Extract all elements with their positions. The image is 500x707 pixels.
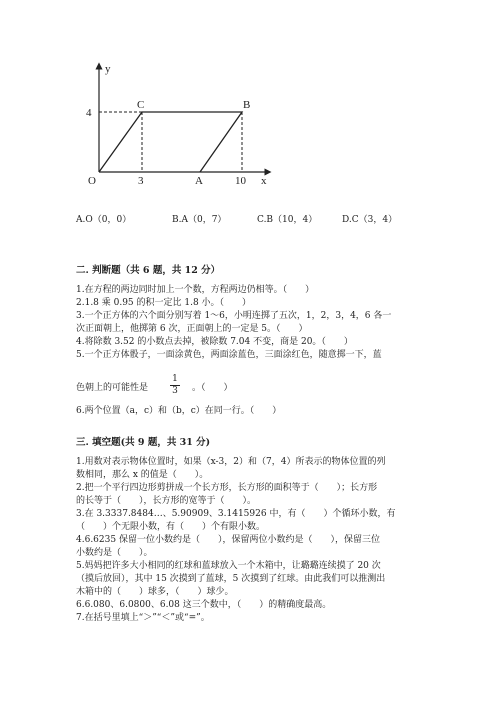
section-title-judgement: 二. 判断题（共 6 题，共 12 分） — [76, 265, 221, 276]
tick-label-x10: 10 — [235, 175, 246, 187]
option-a[interactable]: A.O（0，0） — [76, 215, 132, 225]
origin-label: O — [88, 175, 96, 187]
judgement-q2: 2.1.8 乘 0.95 的积一定比 1.8 小。（ ） — [76, 298, 252, 308]
fill-line-8: 小数约是（ ）。 — [76, 548, 153, 558]
fill-line-6: （ ）个无限小数，有（ ）个有限小数。 — [76, 522, 266, 532]
fill-line-4: 的长等于（ ），长方形的宽等于（ ）。 — [76, 496, 257, 506]
point-b-label: B — [243, 99, 251, 111]
option-c[interactable]: C.B（10，4） — [257, 215, 318, 225]
fill-line-13: 7.在括号里填上“＞”“＜”或“=”。 — [76, 613, 210, 623]
fill-line-9: 5.妈妈把许多大小相同的红球和蓝球放入一个木箱中，让璐璐连续摸了 20 次 — [76, 561, 381, 571]
fill-line-2: 数相同，那么 x 的值是（ ）。 — [76, 470, 209, 480]
judgement-q3-line1: 3.一个正方体的六个面分别写着 1～6，小明连掷了五次，1，2，3，4，6 各一 — [76, 311, 392, 321]
fill-line-10: （摸后放回），其中 15 次摸到了蓝球，5 次摸到了红球。由此我们可以推测出 — [76, 574, 386, 584]
fill-line-12: 6.6.080、6.0800、6.08 这三个数中，（ ）的精确度最高。 — [76, 600, 332, 610]
probability-fraction — [170, 374, 180, 397]
tick-label-x3: 3 — [138, 175, 144, 187]
fill-line-7: 4.6.6235 保留一位小数约是（ ），保留两位小数约是（ ），保留三位 — [76, 535, 380, 545]
fraction-numerator: 1 — [170, 374, 180, 386]
tick-label-y4: 4 — [86, 107, 92, 119]
point-a-label: A — [195, 175, 203, 187]
judgement-q5-line2-prefix: 色朝上的可能性是 — [76, 383, 149, 393]
option-b[interactable]: B.A（0，7） — [172, 215, 227, 225]
judgement-q5-line2-suffix: 。（ ） — [192, 383, 233, 393]
judgement-q5-line1: 5.一个正方体骰子，一面涂黄色，两面涂蓝色，三面涂红色，随意掷一下，蓝 — [76, 350, 382, 360]
fraction-denominator: 3 — [172, 386, 178, 396]
fill-line-1: 1.用数对表示物体位置时，如果（x-3，2）和（7，4）所表示的物体位置的列 — [76, 457, 386, 467]
section-title-fill-in: 三. 填空题(共 9 题，共 31 分) — [76, 437, 211, 448]
fill-line-11: 木箱中的（ ）球多，（ ）球少。 — [76, 587, 234, 597]
judgement-q6: 6.两个位置（a，c）和（b，c）在同一行。（ ） — [76, 406, 282, 416]
fill-line-3: 2.把一个平行四边形剪拼成一个长方形，长方形的面积等于（ ）；长方形 — [76, 483, 378, 493]
judgement-q3-line2: 次正面朝上，他掷第 6 次，正面朝上的一定是 5。（ ） — [76, 324, 308, 334]
coordinate-graph — [80, 60, 280, 190]
point-c-label: C — [137, 99, 145, 111]
y-axis-label: y — [105, 63, 111, 75]
judgement-q1: 1.在方程的两边同时加上一个数，方程两边仍相等。（ ） — [76, 285, 315, 295]
fill-line-5: 3.在 3.3337.8484…、5.90909、3.1415926 中，有（ ）个循环小数，有 — [76, 509, 396, 519]
parallelogram — [99, 112, 242, 172]
judgement-q4: 4.将除数 3.52 的小数点去掉，被除数 7.04 不变，商是 20。（ ） — [76, 337, 353, 347]
x-axis-label: x — [261, 175, 267, 187]
option-d[interactable]: D.C（3，4） — [342, 215, 398, 225]
